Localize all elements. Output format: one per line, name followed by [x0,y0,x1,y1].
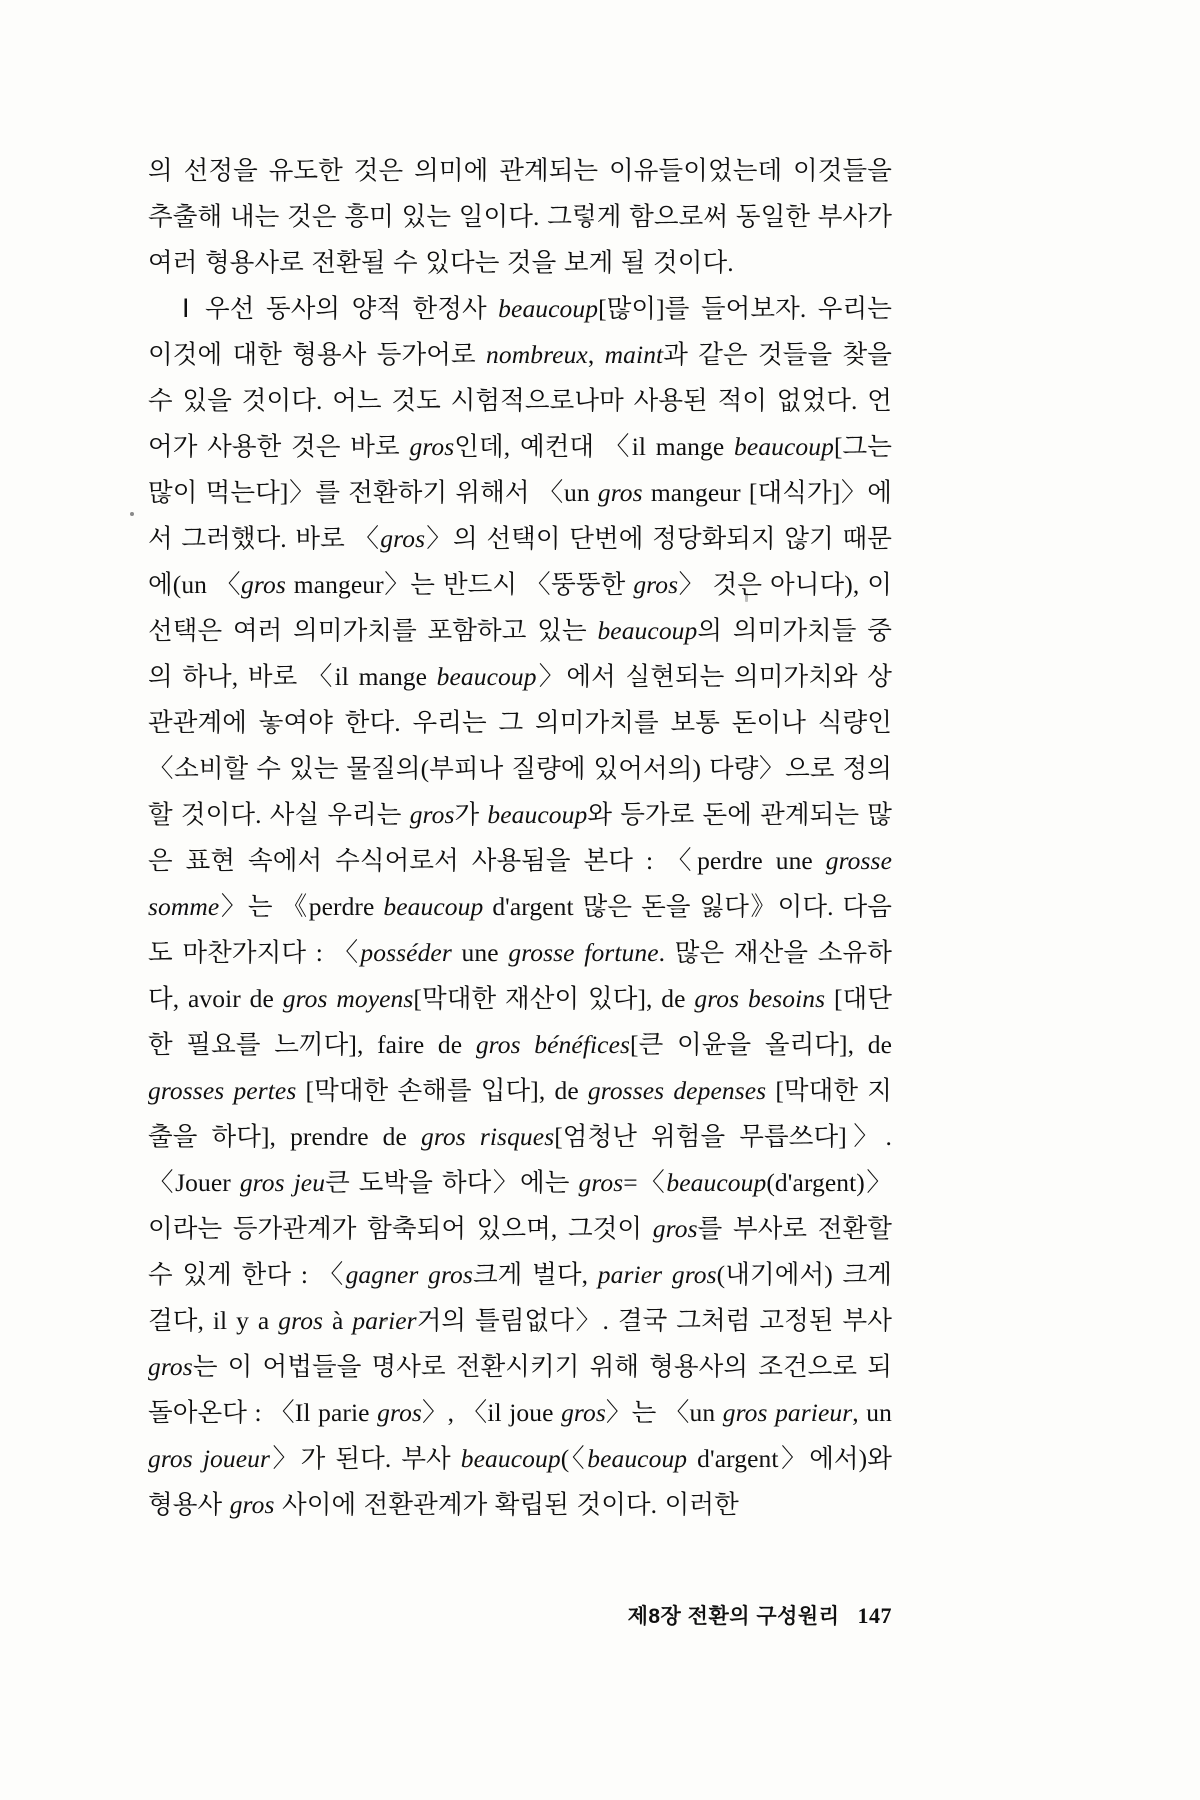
paragraph-1: 의 선정을 유도한 것은 의미에 관계되는 이유들이었는데 이것들을 추출해 내는 것은 흥미 있는 일이다. 그렇게 함으로써 동일한 부사가 여러 형용사로 전환될 수 있다는 것을 보게 될 것이다. [148,156,892,277]
footer-chapter-title: 제8장 전환의 구성원리 [627,1605,840,1628]
body-text [148,148,892,1528]
paragraph-2: Ⅰ 우선 동사의 양적 한정사 beaucoup[많이]를 들어보자. 우리는 이것에 대한 형용사 등가어로 nombreux, maint과 같은 것들을 찾을 수 있을 것이다. 어느 것도 시험적으로나마 사용된 적이 없었다. 언어가 사용한 것은 바로 gros인데, 예컨대 〈il mange beaucoup[그는 많이 먹는다]〉를 전환하기 위해서 〈un gros mangeur [대식가]〉에서 그러했다. 바로 〈gros〉의 선택이 단번에 정당화되지 않기 때문에(un 〈gros mangeur〉는 반드시 〈뚱뚱한 gros〉 것은 아니다), 이 선택은 여러 의미가치를 포함하고 있는 beaucoup의 의미가치들 중의 하나, 바로 〈il mange beaucoup〉에서 실현되는 의미가치와 상관관계에 놓여야 한다. 우리는 그 의미가치를 보통 돈이나 식량인 〈소비할 수 있는 물질의(부피나 질량에 있어서의) 다량〉으로 정의할 것이다. 사실 우리는 gros가 beaucoup와 등가로 돈에 관계되는 많은 표현 속에서 수식어로서 사용됨을 본다 : 〈perdre une grosse somme〉는 《perdre beaucoup d'argent 많은 돈을 잃다》이다. 다음도 마찬가지다 : 〈posséder une grosse fortune. 많은 재산을 소유하다, avoir de gros moyens[막대한 재산이 있다], de gros besoins [대단한 필요를 느끼다], faire de gros bénéfices[큰 이윤을 올리다], de grosses pertes [막대한 손해를 입다], de grosses depenses [막대한 지출을 하다], prendre de gros risques[엄청난 위험을 무릅쓰다]〉. 〈Jouer gros jeu큰 도박을 하다〉에는 gros=〈beaucoup(d'argent)〉이라는 등가관계가 함축되어 있으며, 그것이 gros를 부사로 전환할 수 있게 한다 : 〈gagner gros크게 벌다, parier gros(내기에서) 크게 걸다, il y a gros à parier거의 틀림없다〉. 결국 그처럼 고정된 부사 gros는 이 어법들을 명사로 전환시키기 위해 형용사의 조건으로 되돌아온다 : 〈Il parie gros〉, 〈il joue gros〉는 〈un gros parieur, un gros joueur〉가 된다. 부사 beaucoup(〈beaucoup d'argent〉에서)와 형용사 gros 사이에 전환관계가 확립된 것이다. 이러한 [148,294,893,1519]
page-number: 147 [857,1603,892,1628]
page-footer [148,1600,892,1630]
scan-speck [130,512,134,516]
